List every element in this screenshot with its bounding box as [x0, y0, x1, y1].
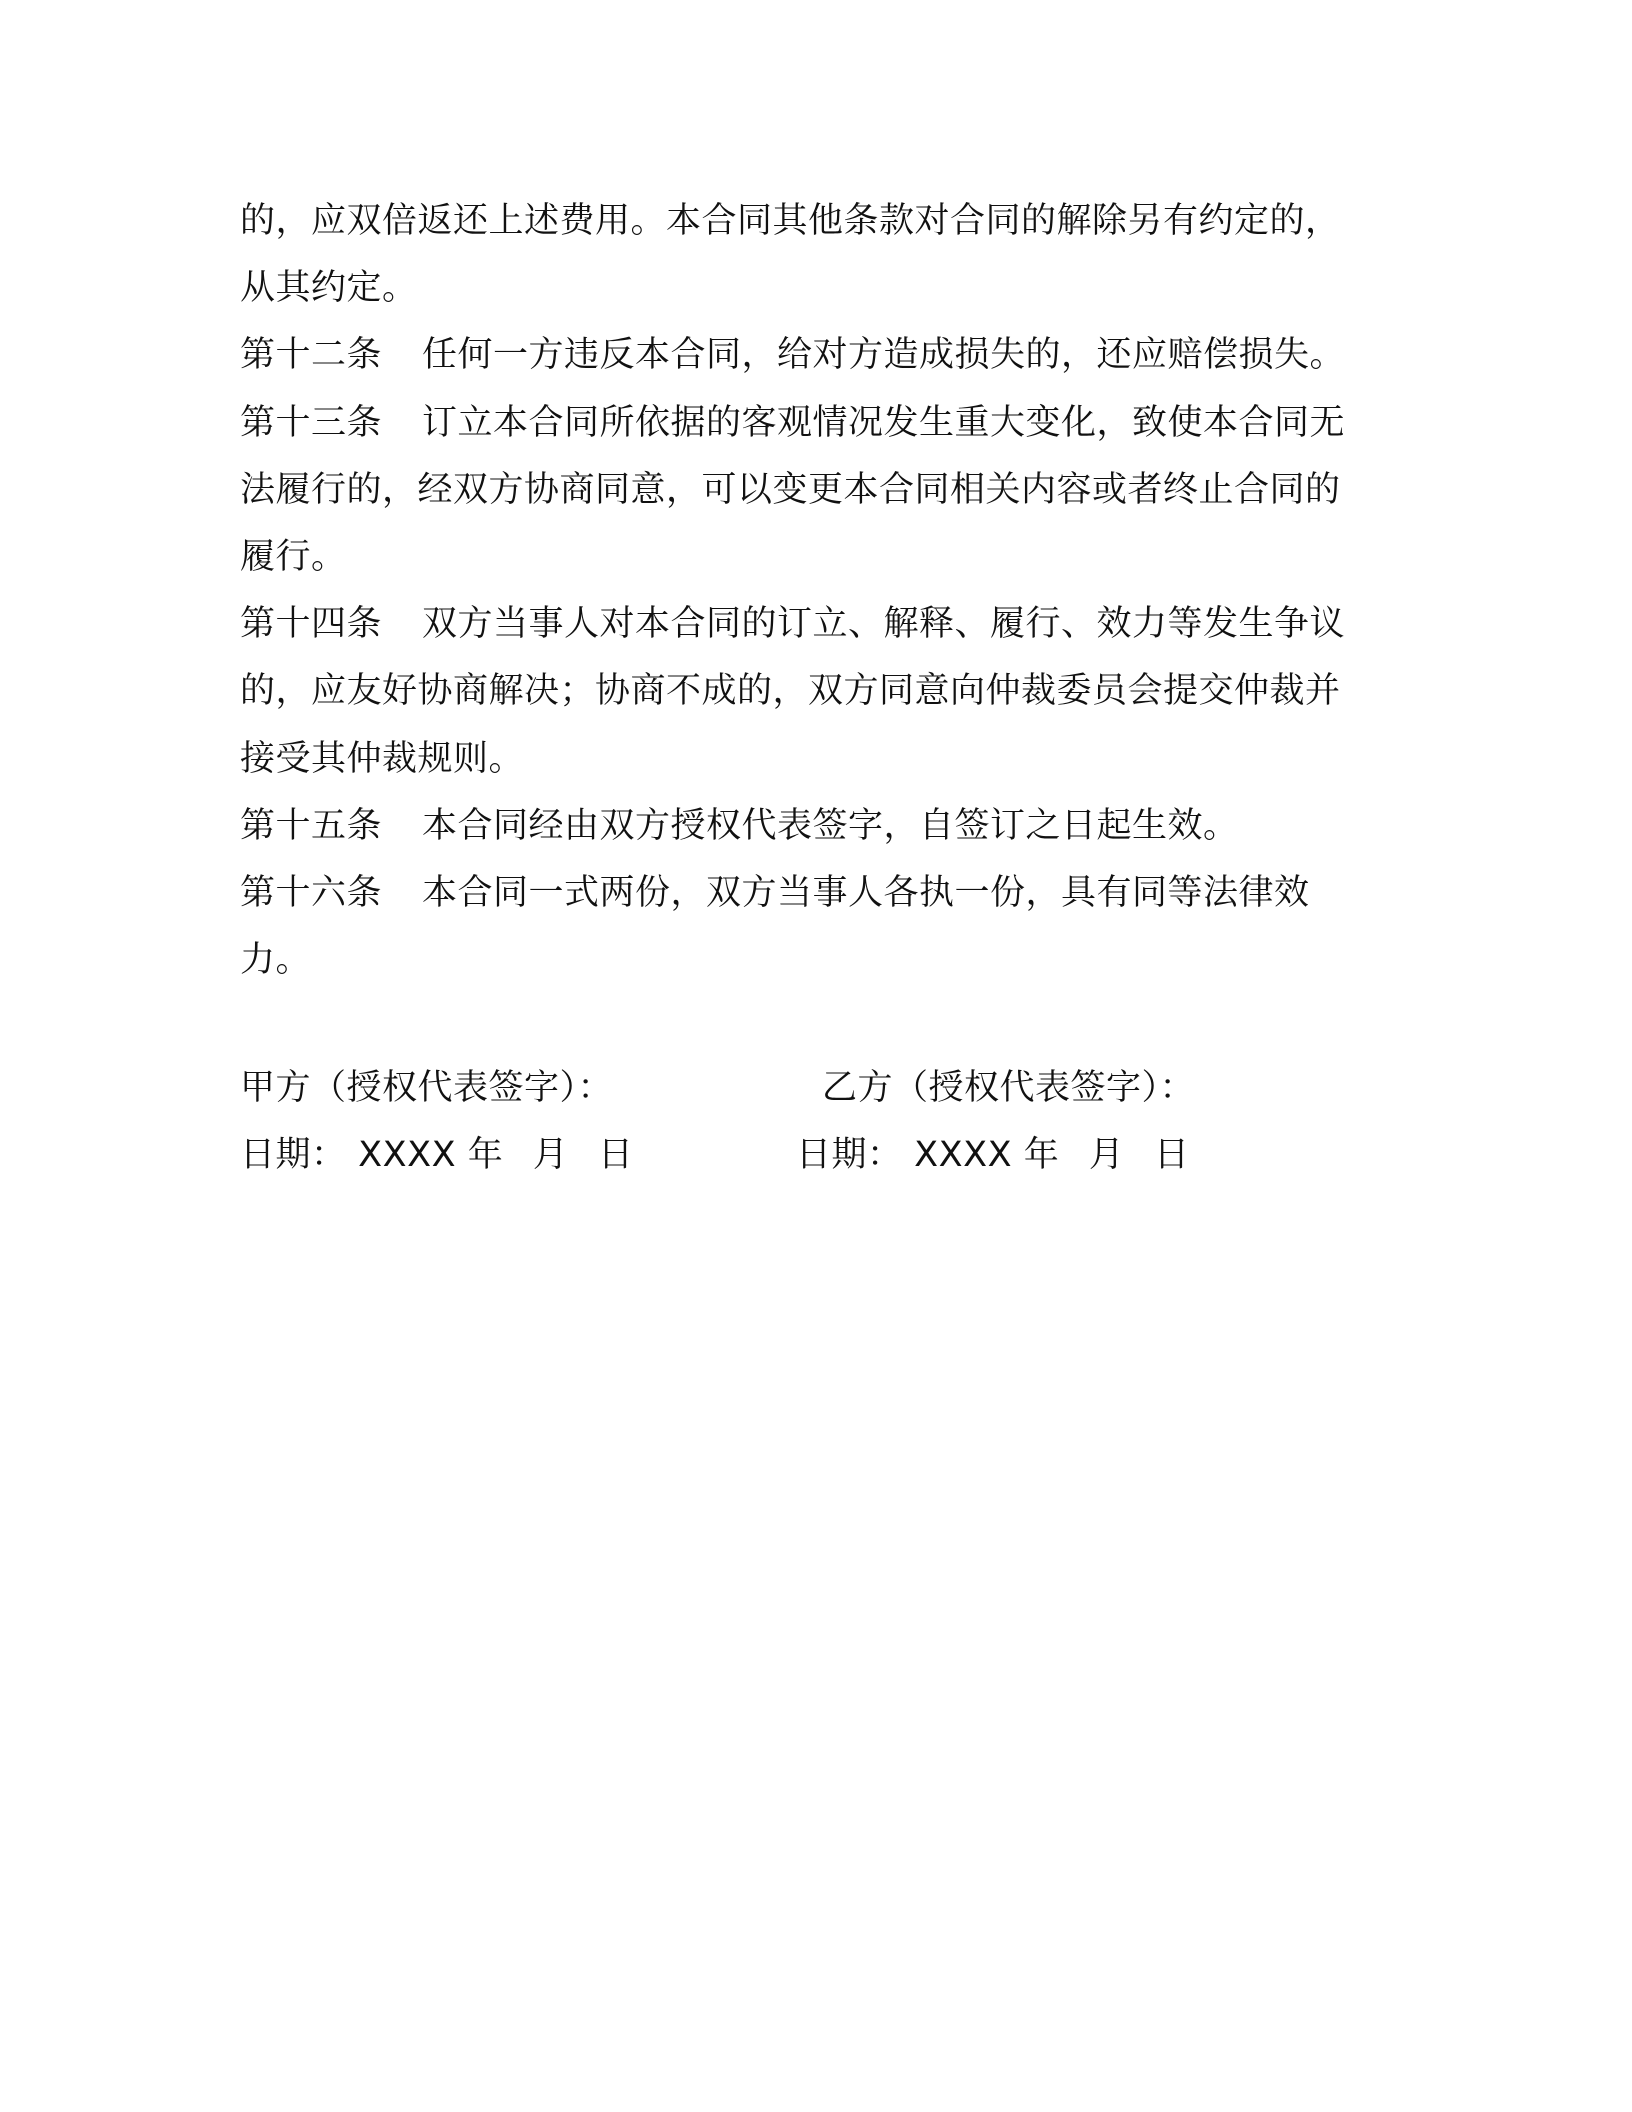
date-row: [240, 1122, 1360, 1190]
party-a-signature-label: 甲方（授权代表签字）：: [240, 1068, 614, 1108]
date-day-unit: 日: [1154, 1135, 1190, 1175]
contract-clause-continuation: [240, 188, 1360, 322]
party-a-date: [240, 1122, 634, 1189]
clause-number: 第十三条: [240, 402, 383, 443]
contract-clause-16: [240, 860, 1360, 994]
date-day-unit: 日: [598, 1135, 634, 1175]
clause-number: 第十六条: [240, 873, 383, 914]
date-month-unit: 月: [532, 1135, 569, 1175]
contract-body: [240, 188, 1360, 994]
date-year-value: XXXX: [358, 1135, 457, 1175]
signature-row: [240, 1055, 1360, 1123]
clause-number: 第十五条: [240, 805, 383, 846]
date-label: 日期：: [240, 1135, 347, 1175]
date-year-unit: 年: [467, 1135, 504, 1175]
contract-clause-12: [240, 322, 1360, 389]
party-b-signature-label: 乙方（授权代表签字）：: [822, 1068, 1196, 1108]
clause-text: 订立本合同所依据的客观情况发生重大变化，致使本合同无法履行的，经双方协商同意，可以变更本合同相关内容或者终止合同的履行。: [240, 402, 1346, 578]
clause-text: 本合同一式两份，双方当事人各执一份，具有同等法律效力。: [240, 873, 1310, 981]
date-year-value: XXXX: [914, 1135, 1013, 1175]
contract-clause-15: [240, 793, 1360, 860]
clause-number: 第十四条: [240, 604, 383, 645]
date-label: 日期：: [796, 1135, 903, 1175]
date-year-unit: 年: [1023, 1135, 1060, 1175]
clause-number: 第十二条: [240, 335, 383, 376]
clause-text: 的，应双倍返还上述费用。本合同其他条款对合同的解除另有约定的，从其约定。: [240, 201, 1341, 309]
contract-clause-14: [240, 591, 1360, 793]
clause-text: 本合同经由双方授权代表签字，自签订之日起生效。: [422, 805, 1239, 846]
clause-text: 任何一方违反本合同，给对方造成损失的，还应赔偿损失。: [422, 335, 1346, 376]
contract-clause-13: [240, 390, 1360, 592]
clause-text: 双方当事人对本合同的订立、解释、履行、效力等发生争议的，应友好协商解决；协商不成的，双方同意向仲裁委员会提交仲裁并接受其仲裁规则。: [240, 604, 1346, 779]
party-b-date: [796, 1122, 1190, 1189]
date-month-unit: 月: [1088, 1135, 1125, 1175]
